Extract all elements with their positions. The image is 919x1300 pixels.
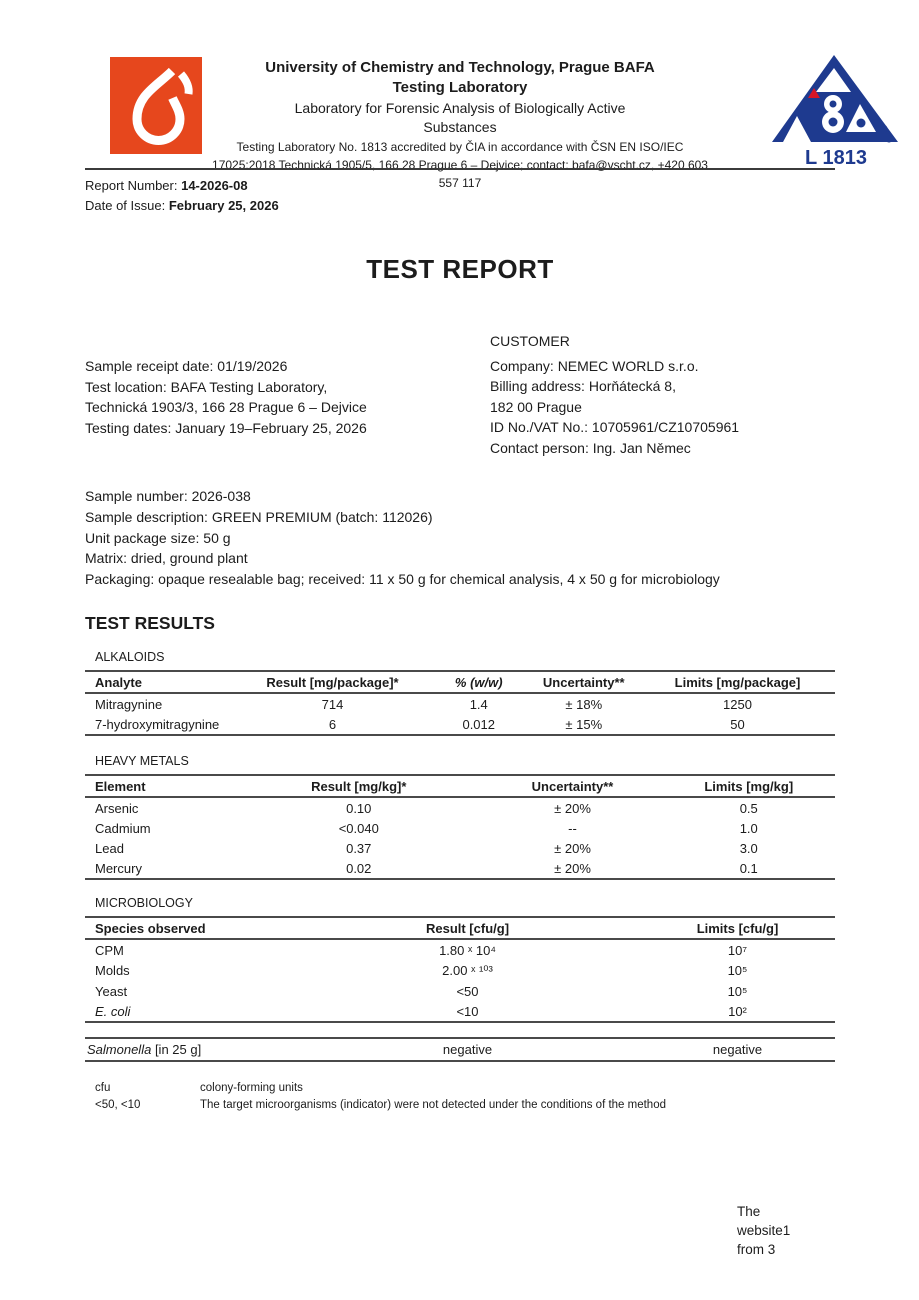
table-row: [85, 714, 835, 735]
cell-limit: 10⁵: [727, 963, 748, 979]
cell-result: 6: [328, 716, 337, 732]
report-number-value: 14-2026-08: [181, 178, 248, 193]
alkaloids-label: ALKALOIDS: [95, 650, 165, 665]
cell-species: Yeast: [95, 983, 128, 999]
cell-limit: 1.0: [739, 820, 758, 836]
accreditation-line3: 557 117: [438, 175, 482, 190]
cell-limit: negative: [712, 1042, 763, 1058]
cell-result: 1.80 ˣ 10⁴: [439, 942, 496, 958]
salmonella-table: [85, 1037, 835, 1062]
footnote-definition: colony-forming units: [200, 1082, 303, 1095]
page-footer: [737, 1202, 790, 1259]
col-header-result: Result [cfu/g]: [295, 917, 640, 939]
col-header-analyte: Analyte: [85, 671, 235, 693]
cell-result: 2.00 ˣ ¹⁰³: [442, 962, 493, 978]
footnote-detection-limit: [85, 1097, 835, 1114]
footer-line1: The: [737, 1204, 761, 1219]
org-name-line2: Testing Laboratory: [392, 79, 528, 97]
customer-heading: CUSTOMER: [490, 333, 570, 349]
microbiology-label: MICROBIOLOGY: [95, 896, 193, 911]
document-body: [0, 254, 919, 1114]
header-text-block: [180, 58, 740, 192]
cell-limit: 1250: [723, 696, 752, 712]
cell-limit: 0.1: [739, 860, 758, 876]
col-header-limits: Limits [cfu/g]: [640, 917, 835, 939]
cell-result: 0.37: [346, 840, 372, 856]
cell-percent: 1.4: [469, 696, 488, 712]
cell-result: <10: [456, 1003, 479, 1019]
footer-line2: website1: [737, 1223, 791, 1239]
sample-number: Sample number: 2026-038: [85, 488, 251, 505]
lab-name-line2: Substances: [423, 119, 497, 136]
cell-uncertainty: ± 20%: [554, 800, 591, 816]
table-row: [85, 1038, 835, 1061]
cell-uncertainty: --: [568, 820, 577, 836]
alkaloids-table: [85, 670, 835, 736]
cell-species: Molds: [95, 963, 130, 979]
heavy-metals-header-row: [85, 775, 835, 797]
col-header-species: Species observed: [85, 917, 295, 939]
microbiology-table: [85, 916, 835, 1023]
col-header-result: Result [mg/kg]*: [235, 775, 483, 797]
sample-matrix: Matrix: dried, ground plant: [85, 550, 248, 567]
col-header-limits: Limits [mg/package]: [640, 671, 835, 693]
col-header-uncertainty: Uncertainty**: [483, 775, 663, 797]
cell-result: negative: [442, 1042, 493, 1058]
table-row: [85, 960, 835, 981]
cell-salmonella-name: [85, 1038, 295, 1061]
col-header-limits: Limits [mg/kg]: [663, 775, 836, 797]
date-of-issue-line: [85, 196, 279, 216]
cell-analyte: Mitragynine: [95, 696, 163, 712]
table-row: [85, 939, 835, 960]
customer-address-line1: Billing address: Horňátecká 8,: [490, 378, 676, 395]
heavy-metals-table: [85, 774, 835, 880]
footnote-term: cfu: [95, 1082, 111, 1095]
footnote-term: <50, <10: [95, 1099, 141, 1112]
report-number-line: [85, 176, 279, 196]
cell-element: Mercury: [95, 860, 142, 876]
cell-limit: 10²: [728, 1003, 747, 1019]
cell-uncertainty: ± 15%: [565, 716, 603, 732]
report-meta: [85, 176, 279, 216]
test-location-line1: Test location: BAFA Testing Laboratory,: [85, 378, 328, 395]
cell-result: 0.02: [346, 860, 372, 876]
cell-species-ecoli: E. coli: [95, 1003, 131, 1019]
org-name-line1: University of Chemistry and Technology, Prague BAFA: [265, 59, 655, 76]
cell-element: Cadmium: [95, 820, 151, 836]
cell-result: 0.10: [346, 800, 372, 816]
table-row: [85, 838, 835, 858]
date-of-issue-label: Date of Issue:: [85, 198, 169, 214]
test-location-line2: Technická 1903/3, 166 28 Prague 6 – Dejvice: [85, 399, 367, 416]
test-info-block: [85, 331, 490, 458]
cell-uncertainty: ± 20%: [554, 840, 591, 856]
customer-contact-person: Contact person: Ing. Jan Němec: [490, 439, 691, 456]
cell-uncertainty: ± 18%: [565, 696, 603, 712]
lab-name-line1: Laboratory for Forensic Analysis of Biologically Active: [294, 99, 626, 116]
salmonella-italic-name: Salmonella: [87, 1042, 152, 1058]
cell-result: 714: [321, 696, 344, 712]
sample-info-block: [85, 486, 835, 589]
salmonella-name-suffix: [in 25 g]: [151, 1042, 202, 1058]
accreditation-line2: 17025:2018 Technická 1905/5, 166 28 Prague 6 – Dejvice; contact: bafa@vscht.cz, +420 603: [212, 157, 708, 172]
alkaloids-header-row: [85, 671, 835, 693]
page-title: TEST REPORT: [366, 254, 554, 284]
cell-limit: 3.0: [739, 840, 758, 856]
info-columns: [85, 331, 835, 458]
sample-description: Sample description: GREEN PREMIUM (batch: 112026): [85, 509, 433, 526]
table-row: [85, 818, 835, 838]
date-of-issue-value: February 25, 2026: [168, 198, 279, 214]
sample-receipt-date: Sample receipt date: 01/19/2026: [85, 358, 288, 374]
col-header-result: Result [mg/package]*: [235, 671, 430, 693]
col-header-uncertainty: Uncertainty**: [528, 671, 641, 693]
cell-limit: 10⁷: [727, 942, 748, 958]
sample-packaging: Packaging: opaque resealable bag; received: 11 x 50 g for chemical analysis, 4 x 50 g for microbiology: [85, 570, 720, 587]
cell-percent: 0.012: [462, 716, 496, 732]
cell-result: <50: [456, 983, 479, 999]
header-divider: [85, 168, 835, 170]
customer-company: Company: NEMEC WORLD s.r.o.: [490, 357, 699, 374]
cell-limit: 10⁵: [727, 983, 748, 999]
footnotes-block: [85, 1080, 835, 1113]
cell-result: <0.040: [338, 820, 379, 836]
footnote-definition: The target microorganisms (indicator) were not detected under the conditions of the method: [200, 1099, 666, 1112]
document-header: [0, 0, 919, 230]
col-header-percent-ww: % (w/w): [430, 671, 528, 693]
cell-element: Arsenic: [95, 800, 139, 816]
cell-uncertainty: ± 20%: [554, 860, 591, 876]
testing-dates: Testing dates: January 19–February 25, 2026: [85, 419, 367, 436]
report-number-label: Report Number:: [85, 178, 182, 193]
microbiology-header-row: [85, 917, 835, 939]
cia-accreditation-logo-icon: [770, 52, 906, 170]
cell-analyte: 7-hydroxymitragynine: [95, 716, 220, 732]
customer-address-line2: 182 00 Prague: [490, 398, 582, 415]
footnote-cfu: [85, 1080, 835, 1097]
footer-line3: from 3: [737, 1242, 776, 1258]
cell-element: Lead: [95, 840, 124, 856]
accreditation-line1: Testing Laboratory No. 1813 accredited by ČIA in accordance with ČSN EN ISO/IEC: [236, 139, 684, 154]
table-row: [85, 1001, 835, 1022]
table-row: [85, 981, 835, 1001]
customer-block: [490, 331, 835, 458]
col-header-element: Element: [85, 775, 235, 797]
table-row: [85, 797, 835, 818]
customer-id-vat: ID No./VAT No.: 10705961/CZ10705961: [490, 419, 740, 436]
table-row: [85, 693, 835, 714]
heavy-metals-label: HEAVY METALS: [95, 754, 189, 769]
table-row: [85, 858, 835, 879]
svg-text:L 1813: L 1813: [805, 147, 867, 169]
cell-limit: 50: [730, 716, 745, 732]
unit-package-size: Unit package size: 50 g: [85, 529, 231, 546]
cell-limit: 0.5: [739, 800, 758, 816]
cell-species: CPM: [95, 942, 124, 958]
test-results-heading: TEST RESULTS: [85, 613, 215, 634]
